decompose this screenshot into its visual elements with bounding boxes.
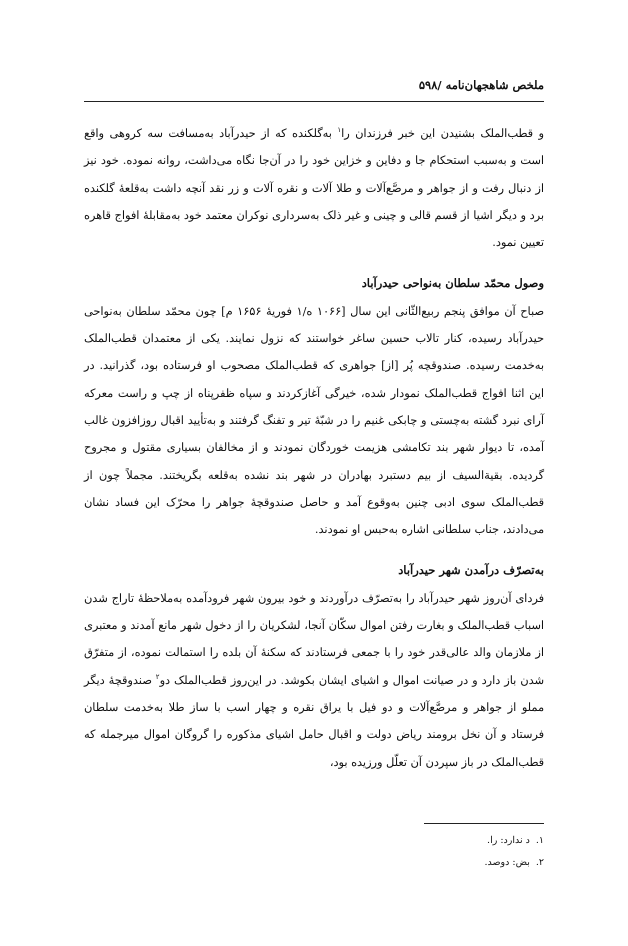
footnote — [484, 852, 544, 874]
paragraph-text: صباح آن موافق پنجم ربیع‌الثّانی این سال [۱۰۶۶ ه/۱ فوریهٔ ۱۶۵۶ م] چون محمّد سلطان به‌نواحی حیدرآباد رسیده، کنار تالاب حسین ساغر خواستند که نزول نمایند. یکی از معتمدان قطب‌الملک به‌خدمت رسیده. صندوقچه پُر [از] جواهری که قطب‌الملک مصحوب او فرستاده بود، گذرانید. در این اثنا افواج قطب‌الملک نمودار شده، خیرگی آغازکردند و سپاه ظفرپناه از چپ و راست معرکه آرای نبرد گشته به‌چستی و چابکی غنیم را در شبّهٔ تیر و تفنگ گرفتند و به‌تأیید اقبال روزافزون غالب آمده، تا دیوار شهر بند تکامشی هزیمت خوردگان نمودند و از مخالفان بسیاری مقتول و مجروح گردیده. بقیةالسیف از بیم دستبرد بهادران در شهر بند نشده به‌قلعه بگریختند. مجملاً چون از قطب‌الملک سوی ادبی چنین به‌وقوع آمد و حاصل صندوقچهٔ جواهر را محرّک این فساد نشان می‌دادند، جناب سلطانی اشاره به‌حبس او نمودند. — [84, 304, 544, 537]
footnote-marker: ۱ — [337, 126, 342, 135]
paragraph — [84, 298, 544, 544]
footnote-rule — [424, 823, 544, 824]
footnote-text: بض: دوصد. — [484, 857, 530, 868]
paragraph-text: فردای آن‌روز شهر حیدرآباد را به‌تصرّف درآوردند و خود بیرون شهر فرودآمده به‌ملاحظهٔ تاراج شدن اسباب قطب‌الملک و بغارت رفتن اموال سکّان آنجا، لشکریان را از دخول شهر مانع آمدند و معتبری از ملازمان والد عالی‌قدر خود را با جمعی فرستادند که سکنهٔ آن بلده را استمالت نموده، از متفرّق شدن باز دارد و در صیانت اموال و اشیای ایشان بکوشد. در این‌روز قطب‌الملک دو — [84, 591, 545, 687]
running-header: ملخص شاهجهان‌نامه /۵۹۸ — [418, 78, 544, 92]
section-heading: به‌تصرّف درآمدن شهر حیدرآباد — [398, 563, 544, 578]
footnote-number: ۱. — [535, 835, 544, 846]
paragraph-text-continued: به‌گلکنده که از حیدرآباد به‌مسافت سه کروهی واقع است و به‌سبب استحکام جا و دفاین و خزاین خود را در آن‌جا نگاه می‌داشت، روانه نموده. خود نیز از دنبال رفت و از جواهر و مرصَّع‌آلات و طلا آلات و نقره آلات و زر نقد آنچه داشت به‌قلعهٔ گلکنده برد و دیگر اشیا از قسم قالی و چینی و غیر ذلک به‌سرداری نوکران معتمد خود به‌مقابلهٔ افواج قاهره تعیین نمود. — [84, 127, 544, 250]
section-heading: وصول محمّد سلطان به‌نواحی حیدرآباد — [361, 276, 544, 291]
paragraph — [84, 585, 544, 776]
footnote-marker: ۲ — [155, 672, 160, 681]
paragraph-text-continued: صندوقچهٔ دیگر مملو از جواهر و مرصَّع‌آلات و دو فیل با یراق نقره و چهار اسب با ساز طلا به‌خدمت سلطان فرستاد و آن نخل برومند ریاض دولت و اقبال حامل اشیای مذکوره را گروگان اموال میرجمله که قطب‌الملک در باز سپردن آن تعلّل ورزیده بود، — [84, 673, 545, 769]
footnote — [484, 830, 544, 852]
body-text — [84, 120, 544, 776]
header-rule — [84, 101, 544, 102]
footnote-number: ۲. — [535, 857, 544, 868]
paragraph — [84, 120, 544, 256]
paragraph-text: و قطب‌الملک بشنیدن این خبر فرزندان را — [341, 127, 544, 140]
footnote-text: د ندارد: را. — [487, 835, 530, 846]
footnotes — [484, 830, 544, 874]
